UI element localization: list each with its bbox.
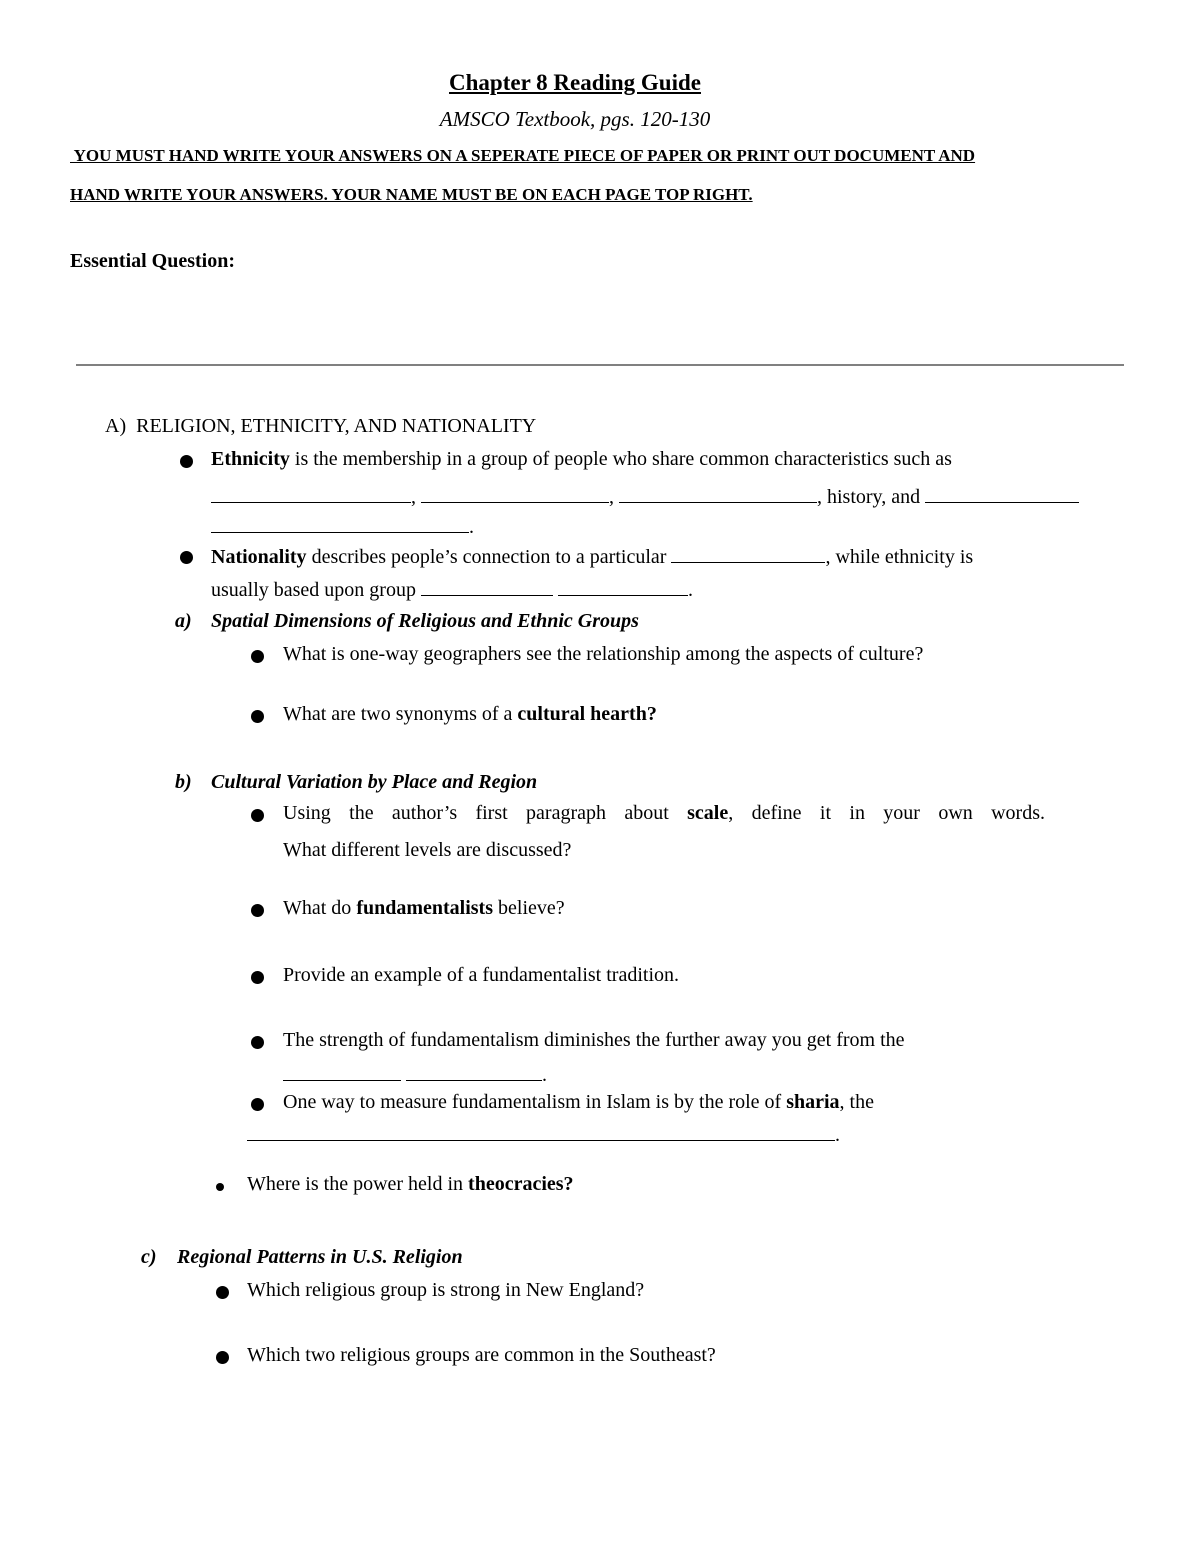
question-b4: The strength of fundamentalism diminishes the further away you get from the	[283, 1029, 905, 1051]
answer-blank[interactable]	[211, 484, 411, 503]
question-a2	[283, 703, 657, 726]
fundamentalists-term: fundamentalists	[356, 897, 494, 919]
bullet-icon	[251, 809, 264, 822]
question-b1-line-2: What different levels are discussed?	[283, 839, 572, 861]
bullet-icon	[216, 1183, 224, 1191]
instructions-line-2: HAND WRITE YOUR ANSWERS. YOUR NAME MUST BE ON EACH PAGE TOP RIGHT.	[70, 185, 753, 204]
essential-question-label: Essential Question:	[70, 250, 236, 272]
question-a2-text: What are two synonyms of a	[283, 703, 518, 725]
cultural-hearth-term: cultural hearth?	[517, 703, 657, 725]
comma: ,	[411, 486, 416, 508]
question-b5-blank-line	[247, 1122, 840, 1147]
bullet-icon	[251, 1036, 264, 1049]
subsection-c-title: Regional Patterns in U.S. Religion	[177, 1246, 463, 1268]
answer-blank[interactable]	[421, 577, 553, 596]
bullet-icon	[251, 904, 264, 917]
page-subtitle: AMSCO Textbook, pgs. 120-130	[439, 107, 711, 131]
subsection-c-label: c)	[141, 1246, 157, 1268]
bullet-icon	[251, 710, 264, 723]
question-b2-tail: believe?	[493, 897, 565, 919]
question-b6-text: Where is the power held in	[247, 1173, 469, 1195]
answer-blank[interactable]	[247, 1122, 835, 1141]
section-a-heading: A) RELIGION, ETHNICITY, AND NATIONALITY	[105, 415, 537, 437]
question-b5	[283, 1091, 874, 1114]
answer-blank[interactable]	[671, 544, 825, 563]
subsection-b-title: Cultural Variation by Place and Region	[211, 771, 538, 793]
question-c2: Which two religious groups are common in the Southeast?	[247, 1344, 716, 1366]
subsection-b-label: b)	[175, 771, 192, 793]
instructions-line-1: YOU MUST HAND WRITE YOUR ANSWERS ON A SEPERATE PIECE OF PAPER OR PRINT OUT DOCUMENT AND	[70, 146, 976, 165]
answer-blank[interactable]	[558, 577, 688, 596]
answer-blank[interactable]	[619, 484, 817, 503]
question-b1	[283, 802, 1045, 825]
bullet-icon	[216, 1286, 229, 1299]
question-b3: Provide an example of a fundamentalist tradition.	[283, 964, 679, 986]
nationality-line-2	[211, 577, 693, 602]
nationality-term: Nationality	[211, 546, 307, 568]
subsection-a-label: a)	[175, 610, 192, 632]
period: .	[469, 516, 474, 538]
answer-blank[interactable]	[406, 1062, 542, 1081]
sharia-term: sharia	[786, 1091, 840, 1113]
question-a1: What is one-way geographers see the relationship among the aspects of culture?	[283, 643, 924, 665]
bullet-icon	[180, 455, 193, 468]
nationality-definition	[211, 544, 973, 569]
history-and-text: , history, and	[817, 486, 921, 508]
bullet-icon	[180, 551, 193, 564]
period: .	[542, 1064, 547, 1086]
question-b6	[247, 1173, 574, 1196]
question-b2	[283, 897, 565, 920]
subsection-a-title: Spatial Dimensions of Religious and Ethnic Groups	[211, 610, 639, 632]
ethnicity-text: is the membership in a group of people who share common characteristics such as	[289, 448, 952, 470]
period: .	[835, 1124, 840, 1146]
scale-term: scale	[687, 802, 729, 824]
question-c1: Which religious group is strong in New England?	[247, 1279, 645, 1301]
nationality-line-2-text: usually based upon group	[211, 579, 416, 601]
divider-rule	[76, 364, 1124, 366]
theocracies-term: theocracies?	[468, 1173, 574, 1195]
question-b5-tail: , the	[839, 1091, 874, 1113]
answer-blank[interactable]	[211, 514, 469, 533]
bullet-icon	[251, 1098, 264, 1111]
question-b4-blanks	[283, 1062, 547, 1087]
answer-blank[interactable]	[421, 484, 609, 503]
ethnicity-blank-line-2	[211, 514, 474, 539]
nationality-tail: , while ethnicity is	[825, 546, 974, 568]
bullet-icon	[251, 650, 264, 663]
answer-blank[interactable]	[925, 484, 1079, 503]
ethnicity-definition	[211, 448, 952, 471]
comma: ,	[609, 486, 614, 508]
ethnicity-blanks-line	[211, 484, 1079, 509]
nationality-text: describes people’s connection to a particular	[306, 546, 667, 568]
ethnicity-term: Ethnicity	[211, 448, 290, 470]
period: .	[687, 579, 693, 601]
page-title: Chapter 8 Reading Guide	[449, 70, 701, 95]
question-b2-text: What do	[283, 897, 357, 919]
bullet-icon	[251, 971, 264, 984]
bullet-icon	[216, 1351, 229, 1364]
question-b1-text: Using the author’s first paragraph about	[283, 802, 688, 824]
question-b5-text: One way to measure fundamentalism in Islam is by the role of	[283, 1091, 787, 1113]
answer-blank[interactable]	[283, 1062, 401, 1081]
question-b1-tail: , define it in your own words.	[728, 802, 1045, 824]
